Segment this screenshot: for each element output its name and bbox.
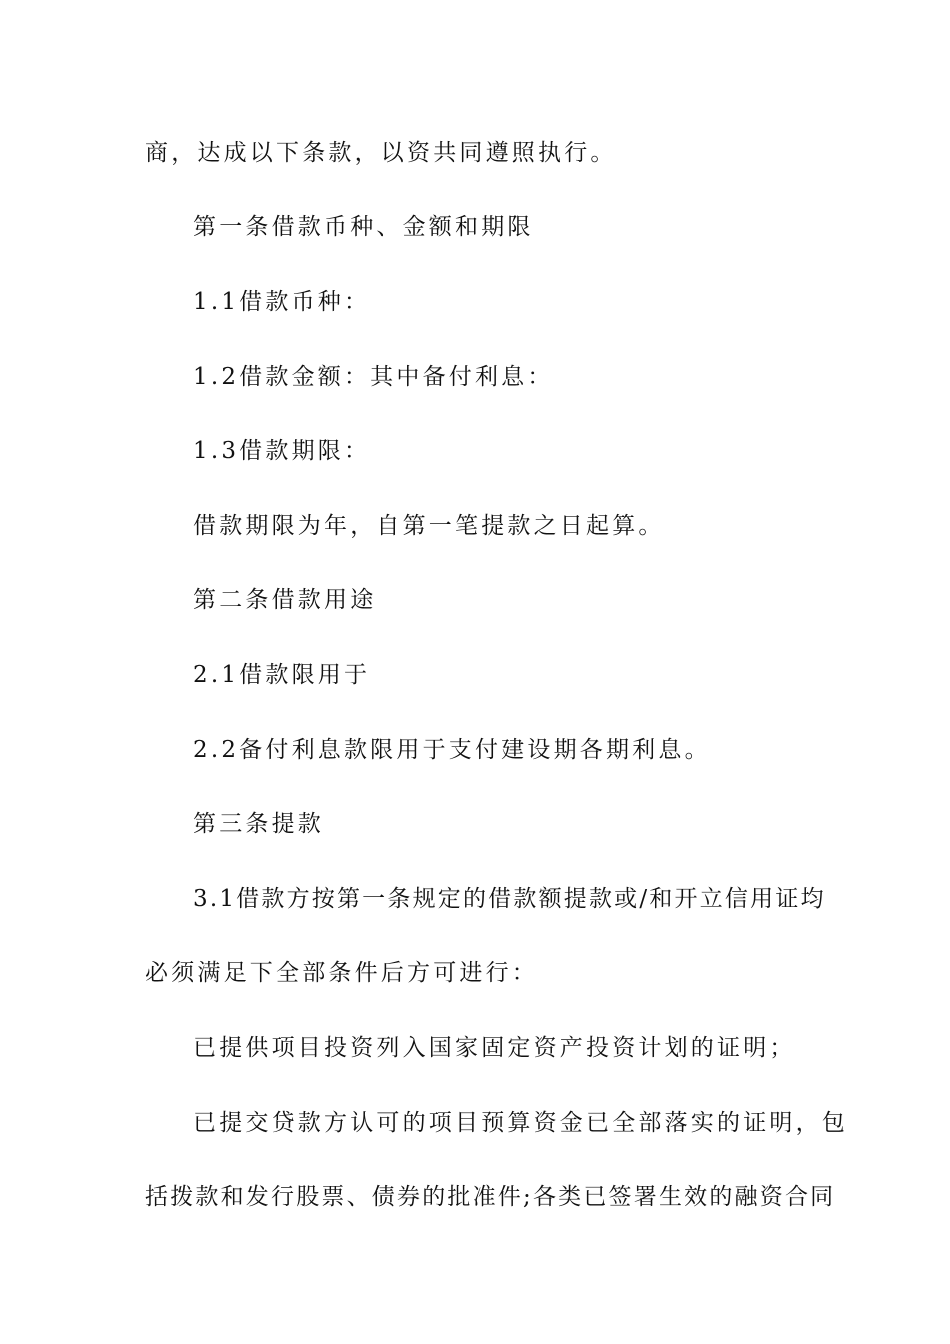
clause-line: 2.1借款限用于	[193, 662, 371, 688]
clause-line: 1.1借款币种：	[193, 289, 371, 315]
article-heading: 第二条借款用途	[193, 587, 377, 613]
clause-line: 1.2借款金额：其中备付利息：	[193, 364, 554, 390]
clause-line: 3.1借款方按第一条规定的借款额提款或/和开立信用证均	[193, 886, 826, 912]
paragraph-line: 已提交贷款方认可的项目预算资金已全部落实的证明，包	[193, 1110, 848, 1136]
paragraph-line: 括拨款和发行股票、债券的批准件;各类已签署生效的融资合同	[145, 1184, 836, 1210]
paragraph-line: 商，达成以下条款，以资共同遵照执行。	[145, 140, 617, 166]
clause-line: 1.3借款期限：	[193, 438, 371, 464]
article-heading: 第一条借款币种、金额和期限	[193, 214, 534, 240]
paragraph-line: 借款期限为年，自第一笔提款之日起算。	[193, 513, 665, 539]
paragraph-line: 必须满足下全部条件后方可进行：	[145, 960, 538, 986]
article-heading: 第三条提款	[193, 811, 324, 837]
paragraph-line: 已提供项目投资列入国家固定资产投资计划的证明；	[193, 1035, 796, 1061]
clause-line: 2.2备付利息款限用于支付建设期各期利息。	[193, 737, 711, 763]
